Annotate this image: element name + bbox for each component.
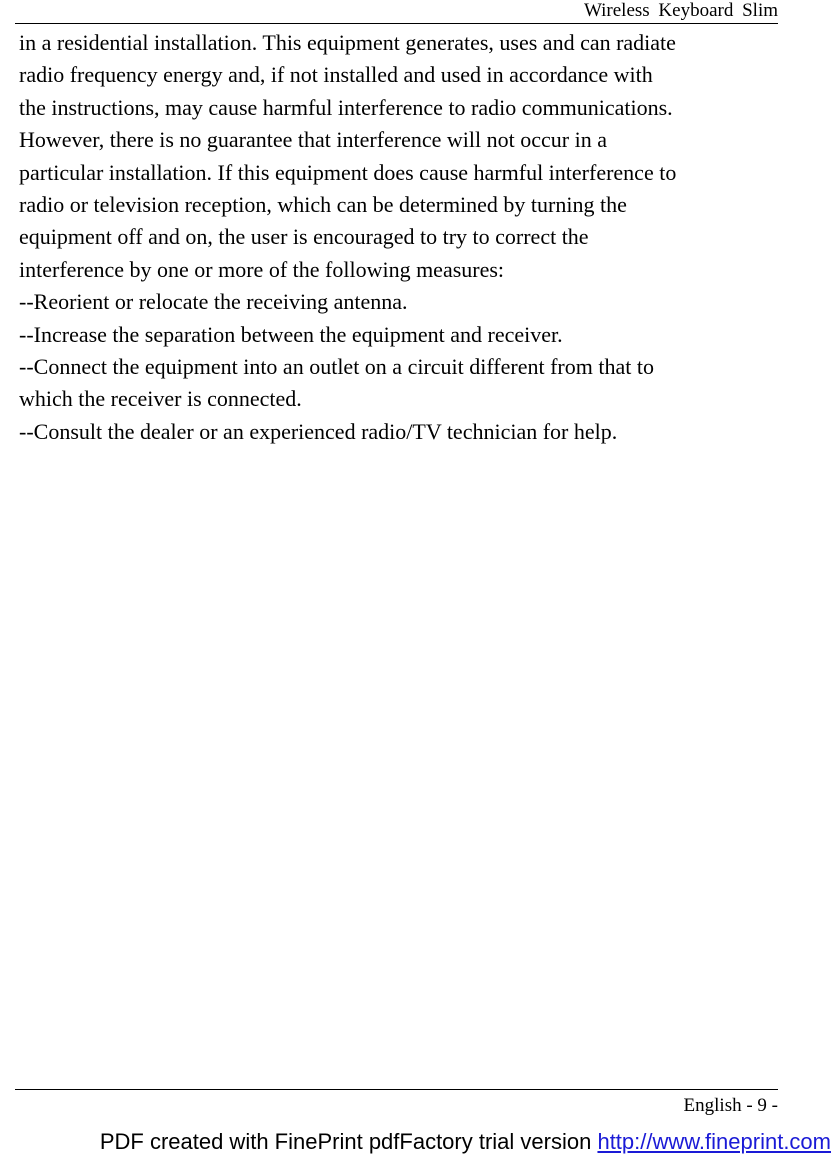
watermark-link[interactable]: http://www.fineprint.com bbox=[597, 1129, 831, 1154]
body-line: radio frequency energy and, if not installed and used in accordance with bbox=[19, 62, 653, 88]
body-line: the instructions, may cause harmful interference to radio communications. bbox=[19, 94, 673, 120]
measure-item: --Consult the dealer or an experienced radio/TV technician for help. bbox=[19, 418, 618, 444]
body-text bbox=[19, 27, 779, 448]
page-number: English - 9 - bbox=[683, 1095, 778, 1116]
body-line: equipment off and on, the user is encouraged to try to correct the bbox=[19, 224, 589, 250]
body-line: However, there is no guarantee that interference will not occur in a bbox=[19, 127, 607, 153]
header-divider bbox=[15, 23, 778, 24]
body-line: radio or television reception, which can be determined by turning the bbox=[19, 192, 627, 218]
running-header-title: Wireless Keyboard Slim bbox=[583, 0, 778, 21]
footer-divider bbox=[15, 1089, 778, 1090]
watermark-text: PDF created with FinePrint pdfFactory trial version bbox=[99, 1129, 598, 1154]
measure-item: --Connect the equipment into an outlet on a circuit different from that to bbox=[19, 354, 654, 380]
body-line: particular installation. If this equipment does cause harmful interference to bbox=[19, 159, 677, 185]
body-line: in a residential installation. This equipment generates, uses and can radiate bbox=[19, 30, 676, 55]
measure-item-continued: which the receiver is connected. bbox=[19, 386, 302, 412]
measure-item: --Reorient or relocate the receiving antenna. bbox=[19, 289, 408, 315]
body-line: interference by one or more of the following measures: bbox=[19, 256, 505, 282]
pdf-watermark bbox=[0, 1127, 831, 1157]
measure-item: --Increase the separation between the equipment and receiver. bbox=[19, 321, 563, 347]
